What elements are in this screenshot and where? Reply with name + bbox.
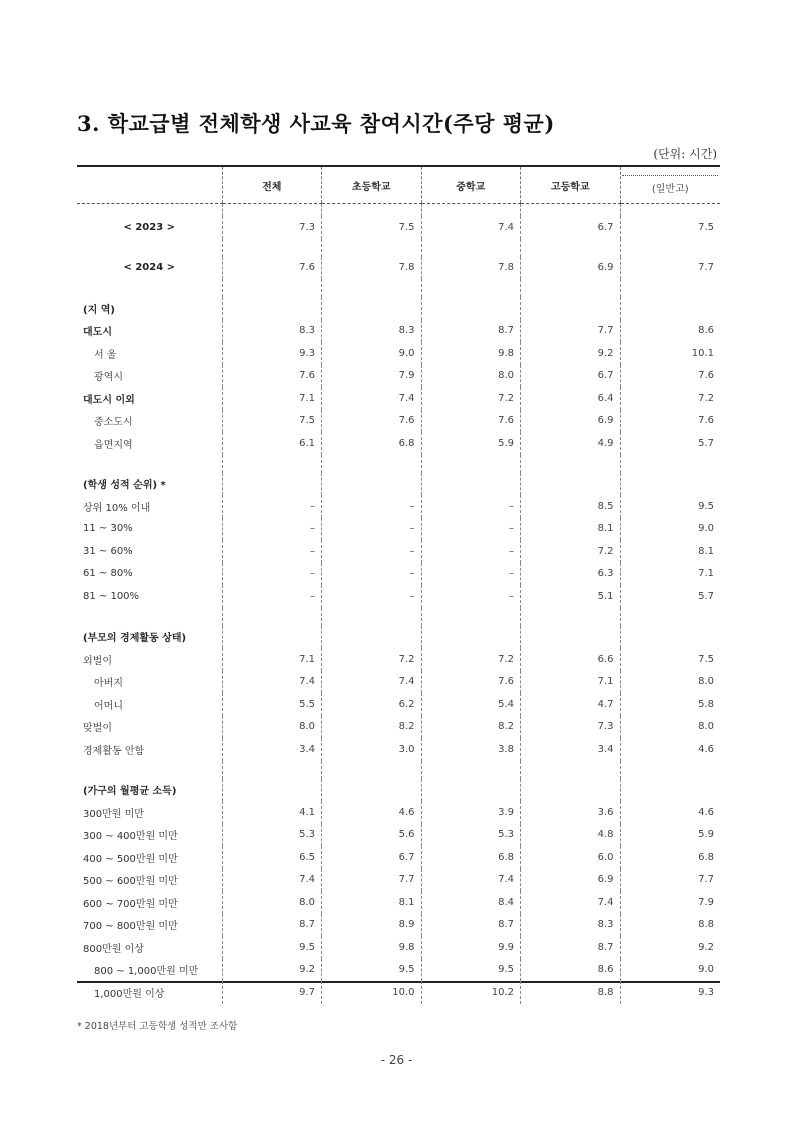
spacer-cell <box>620 239 720 257</box>
row-label: 어머니 <box>94 700 123 712</box>
value-cell: 7.7 <box>521 320 621 343</box>
table-row <box>77 869 720 892</box>
value-cell: 7.5 <box>620 648 720 671</box>
value-cell: – <box>322 585 422 608</box>
value-cell: 6.2 <box>322 693 422 716</box>
value-cell: 8.5 <box>521 495 621 518</box>
value-cell: 5.9 <box>421 432 521 455</box>
row-label: 800 ~ 1,000만원 미만 <box>94 966 199 978</box>
value-cell <box>222 779 322 802</box>
unit-label: (단위: 시간) <box>653 147 717 161</box>
table-spacer-row <box>77 455 720 473</box>
value-cell: 8.8 <box>521 981 621 1004</box>
spacer-cell <box>620 455 720 473</box>
row-label: 대도시 이외 <box>83 394 135 406</box>
value-cell: 9.5 <box>222 936 322 959</box>
spacer-cell <box>77 204 222 217</box>
spacer-cell <box>77 239 222 257</box>
data-table-container <box>77 165 720 1000</box>
value-cell: 6.9 <box>521 869 621 892</box>
value-cell: 3.0 <box>322 738 422 761</box>
value-cell: 3.6 <box>521 801 621 824</box>
value-cell: 8.0 <box>222 891 322 914</box>
row-label: 600 ~ 700만원 미만 <box>83 898 178 910</box>
spacer-cell <box>421 608 521 626</box>
spacer-cell <box>222 608 322 626</box>
value-cell: 8.3 <box>322 320 422 343</box>
value-cell: 4.9 <box>521 432 621 455</box>
table-row <box>77 365 720 388</box>
value-cell: 5.7 <box>620 432 720 455</box>
table-spacer-row <box>77 761 720 779</box>
value-cell: 6.9 <box>521 257 621 280</box>
row-label: 81 ~ 100% <box>83 590 140 602</box>
value-cell: 7.9 <box>620 891 720 914</box>
value-cell: 5.9 <box>620 824 720 847</box>
value-cell: 7.8 <box>421 257 521 280</box>
value-cell: – <box>222 563 322 586</box>
page-number: - 26 - <box>380 1053 413 1067</box>
spacer-cell <box>421 455 521 473</box>
value-cell: 8.1 <box>521 518 621 541</box>
table-row <box>77 891 720 914</box>
spacer-cell <box>620 761 720 779</box>
value-cell: 6.5 <box>222 846 322 869</box>
value-cell: 6.0 <box>521 846 621 869</box>
value-cell: – <box>322 540 422 563</box>
value-cell <box>322 626 422 649</box>
value-cell: 7.4 <box>222 869 322 892</box>
spacer-cell <box>421 279 521 297</box>
row-label: 맞벌이 <box>83 723 112 735</box>
value-cell: 7.1 <box>521 671 621 694</box>
value-cell: 7.4 <box>222 671 322 694</box>
table-row <box>77 671 720 694</box>
spacer-cell <box>222 455 322 473</box>
value-cell: 8.1 <box>322 891 422 914</box>
value-cell: 7.7 <box>322 869 422 892</box>
table-row <box>77 495 720 518</box>
value-cell <box>222 473 322 496</box>
value-cell: 4.6 <box>322 801 422 824</box>
value-cell <box>521 473 621 496</box>
spacer-cell <box>222 204 322 217</box>
value-cell: 6.8 <box>421 846 521 869</box>
value-cell: 7.2 <box>421 387 521 410</box>
value-cell: 9.2 <box>222 959 322 982</box>
header-middle: 중학교 <box>421 167 521 204</box>
table-row <box>77 410 720 433</box>
table-row <box>77 981 720 1004</box>
value-cell: 6.3 <box>521 563 621 586</box>
value-cell <box>521 297 621 320</box>
table-row <box>77 257 720 280</box>
row-label: 11 ~ 30% <box>83 523 133 535</box>
spacer-cell <box>77 455 222 473</box>
spacer-cell <box>521 608 621 626</box>
value-cell: 8.3 <box>222 320 322 343</box>
value-cell: 7.4 <box>322 387 422 410</box>
value-cell: 7.2 <box>421 648 521 671</box>
table-row <box>77 473 720 496</box>
value-cell: 7.1 <box>620 563 720 586</box>
page-title: 3. 학교급별 전체학생 사교육 참여시간(주당 평균) <box>77 111 555 136</box>
table-row <box>77 846 720 869</box>
spacer-cell <box>421 239 521 257</box>
value-cell: 6.1 <box>222 432 322 455</box>
value-cell: 9.5 <box>620 495 720 518</box>
value-cell: 5.1 <box>521 585 621 608</box>
table-row <box>77 585 720 608</box>
value-cell: 7.5 <box>222 410 322 433</box>
value-cell: 7.4 <box>322 671 422 694</box>
value-cell <box>322 297 422 320</box>
value-cell: 8.1 <box>620 540 720 563</box>
spacer-cell <box>222 279 322 297</box>
value-cell: 6.4 <box>521 387 621 410</box>
table-row <box>77 914 720 937</box>
header-total: 전체 <box>222 167 322 204</box>
value-cell: – <box>421 585 521 608</box>
value-cell: 4.8 <box>521 824 621 847</box>
value-cell <box>521 626 621 649</box>
row-label: 61 ~ 80% <box>83 568 133 580</box>
value-cell: 8.2 <box>322 716 422 739</box>
value-cell: 7.7 <box>620 869 720 892</box>
table-row <box>77 779 720 802</box>
row-label: 300만원 미만 <box>83 808 144 820</box>
value-cell: 8.0 <box>620 671 720 694</box>
value-cell <box>521 779 621 802</box>
value-cell: 3.4 <box>521 738 621 761</box>
value-cell: 5.7 <box>620 585 720 608</box>
value-cell: – <box>421 518 521 541</box>
value-cell <box>620 297 720 320</box>
table-spacer-row <box>77 608 720 626</box>
table-row <box>77 716 720 739</box>
value-cell: 7.6 <box>421 410 521 433</box>
value-cell: 7.5 <box>322 216 422 239</box>
value-cell: 3.4 <box>222 738 322 761</box>
value-cell: 8.7 <box>222 914 322 937</box>
spacer-cell <box>322 608 422 626</box>
value-cell: 7.5 <box>620 216 720 239</box>
footnote: * 2018년부터 고등학생 성적만 조사함 <box>77 1021 238 1032</box>
value-cell: 9.8 <box>322 936 422 959</box>
header-label <box>77 167 222 204</box>
value-cell: 9.9 <box>421 936 521 959</box>
row-label: 800만원 이상 <box>83 943 144 955</box>
value-cell: 5.3 <box>421 824 521 847</box>
spacer-cell <box>521 204 621 217</box>
value-cell: 9.5 <box>421 959 521 982</box>
row-label: 외벌이 <box>83 655 112 667</box>
value-cell <box>222 297 322 320</box>
row-label: (지 역) <box>83 304 115 316</box>
spacer-cell <box>322 239 422 257</box>
table-spacer-row <box>77 279 720 297</box>
row-label: 아버지 <box>94 678 123 690</box>
value-cell: 7.4 <box>421 216 521 239</box>
value-cell: 8.7 <box>421 914 521 937</box>
value-cell: 7.7 <box>620 257 720 280</box>
value-cell: 8.7 <box>521 936 621 959</box>
value-cell: 9.2 <box>521 342 621 365</box>
row-label: (학생 성적 순위) * <box>83 480 166 492</box>
value-cell <box>620 779 720 802</box>
value-cell: 6.8 <box>620 846 720 869</box>
value-cell: 8.4 <box>421 891 521 914</box>
value-cell: 7.3 <box>521 716 621 739</box>
spacer-cell <box>222 761 322 779</box>
value-cell: 7.9 <box>322 365 422 388</box>
value-cell: 9.3 <box>222 342 322 365</box>
value-cell: 8.3 <box>521 914 621 937</box>
row-label: (부모의 경제활동 상태) <box>83 633 187 645</box>
value-cell: 5.5 <box>222 693 322 716</box>
value-cell: – <box>421 495 521 518</box>
spacer-cell <box>77 279 222 297</box>
value-cell: 7.6 <box>222 257 322 280</box>
value-cell <box>322 473 422 496</box>
value-cell: 6.6 <box>521 648 621 671</box>
value-cell <box>421 473 521 496</box>
table-row <box>77 693 720 716</box>
value-cell: 8.0 <box>421 365 521 388</box>
header-general-high-label: (일반고) <box>622 175 718 195</box>
value-cell <box>421 626 521 649</box>
spacer-cell <box>322 761 422 779</box>
row-label: 광역시 <box>94 372 123 384</box>
row-label: 서 울 <box>94 349 117 361</box>
value-cell: – <box>322 563 422 586</box>
value-cell <box>421 297 521 320</box>
value-cell: 7.2 <box>322 648 422 671</box>
table-row <box>77 801 720 824</box>
value-cell: 7.1 <box>222 387 322 410</box>
table-row <box>77 648 720 671</box>
value-cell: 7.6 <box>222 365 322 388</box>
table-row <box>77 518 720 541</box>
spacer-cell <box>222 239 322 257</box>
spacer-cell <box>521 279 621 297</box>
value-cell: 8.9 <box>322 914 422 937</box>
value-cell: – <box>222 585 322 608</box>
value-cell: 8.8 <box>620 914 720 937</box>
value-cell: 7.4 <box>421 869 521 892</box>
value-cell: 10.2 <box>421 981 521 1004</box>
value-cell: 5.6 <box>322 824 422 847</box>
spacer-cell <box>77 761 222 779</box>
row-label: 400 ~ 500만원 미만 <box>83 853 178 865</box>
table-row <box>77 387 720 410</box>
value-cell: 7.2 <box>521 540 621 563</box>
header-elementary: 초등학교 <box>322 167 422 204</box>
value-cell: – <box>322 495 422 518</box>
spacer-cell <box>421 761 521 779</box>
value-cell: 7.6 <box>620 365 720 388</box>
row-label: 500 ~ 600만원 미만 <box>83 876 178 888</box>
value-cell: 8.6 <box>521 959 621 982</box>
value-cell <box>421 779 521 802</box>
row-label: 1,000만원 이상 <box>94 988 165 1000</box>
row-label: 대도시 <box>83 327 112 339</box>
value-cell: – <box>222 518 322 541</box>
value-cell: 7.1 <box>222 648 322 671</box>
table-spacer-row <box>77 204 720 217</box>
value-cell: 10.1 <box>620 342 720 365</box>
value-cell: 9.7 <box>222 981 322 1004</box>
row-label: 700 ~ 800만원 미만 <box>83 921 178 933</box>
spacer-cell <box>77 608 222 626</box>
table-row <box>77 297 720 320</box>
table-row <box>77 936 720 959</box>
table-row <box>77 626 720 649</box>
value-cell: 7.6 <box>620 410 720 433</box>
value-cell: 6.7 <box>521 365 621 388</box>
spacer-cell <box>620 608 720 626</box>
value-cell: – <box>421 563 521 586</box>
table-spacer-row <box>77 239 720 257</box>
spacer-cell <box>322 204 422 217</box>
spacer-cell <box>620 279 720 297</box>
row-label: 상위 10% 이내 <box>83 502 151 514</box>
row-label: 경제활동 안함 <box>83 745 145 757</box>
value-cell: – <box>222 495 322 518</box>
value-cell: 7.3 <box>222 216 322 239</box>
table-row <box>77 540 720 563</box>
value-cell: 4.1 <box>222 801 322 824</box>
value-cell <box>620 626 720 649</box>
value-cell: 8.0 <box>620 716 720 739</box>
value-cell: – <box>222 540 322 563</box>
table-row <box>77 342 720 365</box>
spacer-cell <box>521 455 621 473</box>
spacer-cell <box>322 279 422 297</box>
row-label: 중소도시 <box>94 417 133 429</box>
value-cell: 9.0 <box>620 518 720 541</box>
value-cell: 3.9 <box>421 801 521 824</box>
spacer-cell <box>521 761 621 779</box>
value-cell: 8.6 <box>620 320 720 343</box>
value-cell: 9.0 <box>322 342 422 365</box>
value-cell: 7.8 <box>322 257 422 280</box>
value-cell: 4.7 <box>521 693 621 716</box>
table-row <box>77 563 720 586</box>
spacer-cell <box>521 239 621 257</box>
value-cell: 9.3 <box>620 981 720 1004</box>
spacer-cell <box>620 204 720 217</box>
value-cell: 9.5 <box>322 959 422 982</box>
table-body <box>77 204 720 1004</box>
data-table <box>77 167 720 1004</box>
table-row <box>77 320 720 343</box>
value-cell: – <box>322 518 422 541</box>
header-general-high <box>620 167 720 204</box>
row-label: < 2023 > <box>123 221 176 233</box>
row-label: 300 ~ 400만원 미만 <box>83 831 178 843</box>
value-cell: 6.8 <box>322 432 422 455</box>
value-cell: 9.0 <box>620 959 720 982</box>
value-cell: 7.6 <box>421 671 521 694</box>
value-cell: 5.4 <box>421 693 521 716</box>
value-cell: 4.6 <box>620 738 720 761</box>
value-cell: 7.2 <box>620 387 720 410</box>
value-cell: 10.0 <box>322 981 422 1004</box>
table-row <box>77 959 720 982</box>
value-cell: 8.0 <box>222 716 322 739</box>
row-label: 읍면지역 <box>94 439 133 451</box>
value-cell: 9.8 <box>421 342 521 365</box>
header-high: 고등학교 <box>521 167 621 204</box>
value-cell: 6.9 <box>521 410 621 433</box>
value-cell: – <box>421 540 521 563</box>
value-cell <box>620 473 720 496</box>
table-header-row <box>77 167 720 204</box>
table-row <box>77 824 720 847</box>
value-cell: 3.8 <box>421 738 521 761</box>
row-label: 31 ~ 60% <box>83 545 133 557</box>
table-row <box>77 432 720 455</box>
value-cell: 7.6 <box>322 410 422 433</box>
value-cell: 5.3 <box>222 824 322 847</box>
row-label: < 2024 > <box>123 262 176 274</box>
table-row <box>77 216 720 239</box>
table-row <box>77 738 720 761</box>
value-cell: 8.7 <box>421 320 521 343</box>
value-cell: 7.4 <box>521 891 621 914</box>
value-cell: 6.7 <box>322 846 422 869</box>
value-cell <box>222 626 322 649</box>
row-label: (가구의 월평균 소득) <box>83 786 177 798</box>
value-cell <box>322 779 422 802</box>
value-cell: 6.7 <box>521 216 621 239</box>
value-cell: 4.6 <box>620 801 720 824</box>
spacer-cell <box>421 204 521 217</box>
value-cell: 5.8 <box>620 693 720 716</box>
value-cell: 8.2 <box>421 716 521 739</box>
spacer-cell <box>322 455 422 473</box>
value-cell: 9.2 <box>620 936 720 959</box>
